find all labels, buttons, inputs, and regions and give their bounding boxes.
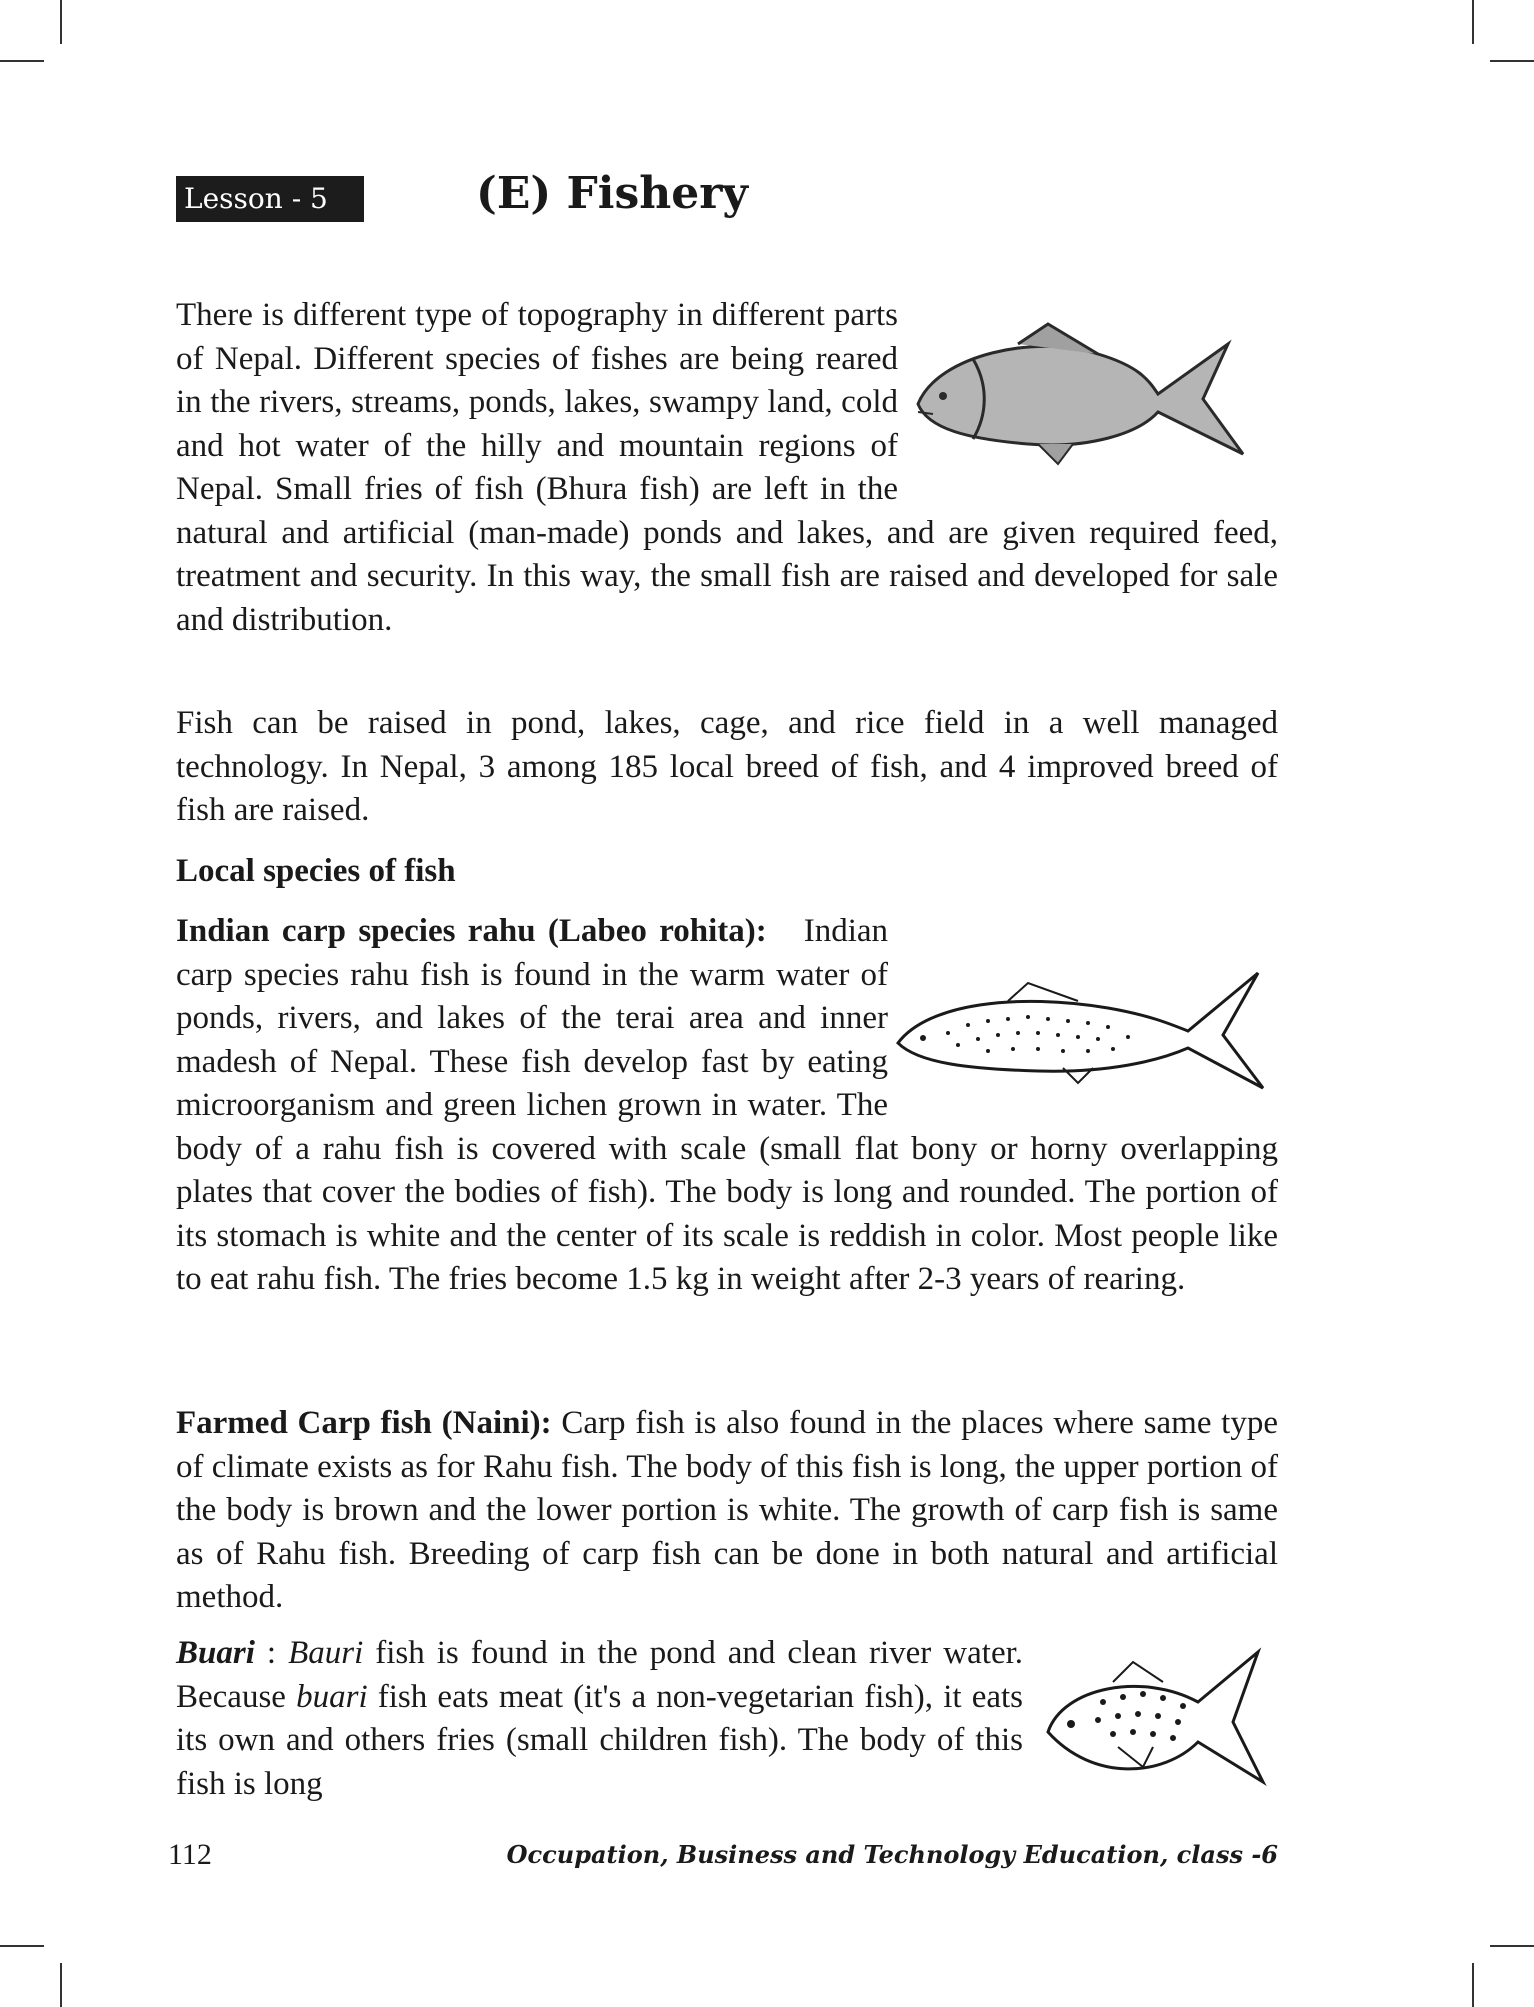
buari-separator: : [254,1635,289,1671]
rahu-term: Indian carp species rahu (Labeo rohita): [176,913,767,949]
naini-description: Carp fish is also found in the places where same type of climate exists as for Rahu fish. The body of this fish is long, the upper portion of the body is brown and the lower portion is white. The growth of carp fish is same as of Rahu fish. Breeding of carp fish can be done in both natural and artificial method. [176,1405,1278,1615]
rahu-description: Indian carp species rahu fish is found in the warm water of ponds, rivers, and lakes of the terai area and inner madesh of Nepal. These fish develop fast by eating microorganism and green lichen grown in water. The body of a rahu fish is covered with scale (small flat bony or horny overlapping plates that cover the bodies of fish). The body is long and rounded. The portion of its stomach is white and the center of its scale is reddish in color. Most people like to eat rahu fish. The fries become 1.5 kg in weight after 2-3 years of rearing. [176,913,1278,1297]
rahu-fish-icon [888,953,1278,1109]
naini-term: Farmed Carp fish (Naini): [176,1405,552,1441]
buari-term: Buari [176,1635,255,1671]
paragraph-naini [176,1402,1278,1620]
lesson-tag: Lesson - 5 [176,176,364,222]
crop-mark [0,1945,44,1947]
crop-mark [60,1963,62,2007]
book-title: Occupation, Business and Technology Education, class -6 [506,1840,1278,1869]
buari-italic-1: Bauri [288,1635,364,1671]
crop-mark [1490,60,1534,62]
crop-mark [0,60,44,62]
buari-italic-2: buari [296,1678,368,1715]
heading-local-species: Local species of fish [176,853,456,889]
buari-text-1: fish is found in the pond and clean river water. Because [176,1635,1024,1715]
fish-figure-3 [1023,1632,1278,1806]
page-footer [168,1838,1278,1878]
rahu-block [176,910,1278,1302]
crop-mark [1472,0,1474,44]
crop-mark [1490,1945,1534,1947]
buari-block [176,1632,1278,1806]
crop-mark [1472,1963,1474,2007]
buari-text-2: fish eats meat (it's a non-vegetarian fish), it eats its own and others fries (small children fish). The body of this fish is long [176,1678,1023,1802]
page-title: (E) Fishery [476,168,748,219]
buari-fish-icon [1023,1632,1278,1806]
paragraph-intro: There is different type of topography in different parts of Nepal. Different species of fishes are being reared in the rivers, streams, ponds, lakes, swampy land, cold and hot water of the hilly and mountain regions of Nepal. Small fries of fish (Bhura fish) are left in the natural and artificial (man-made) ponds and lakes, and are given required feed, treatment and security. In this way, the small fish are raised and developed for sale and distribution. [176,297,1278,638]
para1-block [176,294,1278,642]
grey-fish-icon [898,294,1278,490]
lesson-header [176,168,1278,224]
crop-mark [60,0,62,44]
fish-figure-2 [888,953,1278,1109]
paragraph-raising: Fish can be raised in pond, lakes, cage, and rice field in a well managed technology. In Nepal, 3 among 185 local breed of fish, and 4 improved breed of fish are raised. [176,705,1278,828]
fish-figure-1 [898,294,1278,490]
page-number: 112 [168,1838,212,1871]
